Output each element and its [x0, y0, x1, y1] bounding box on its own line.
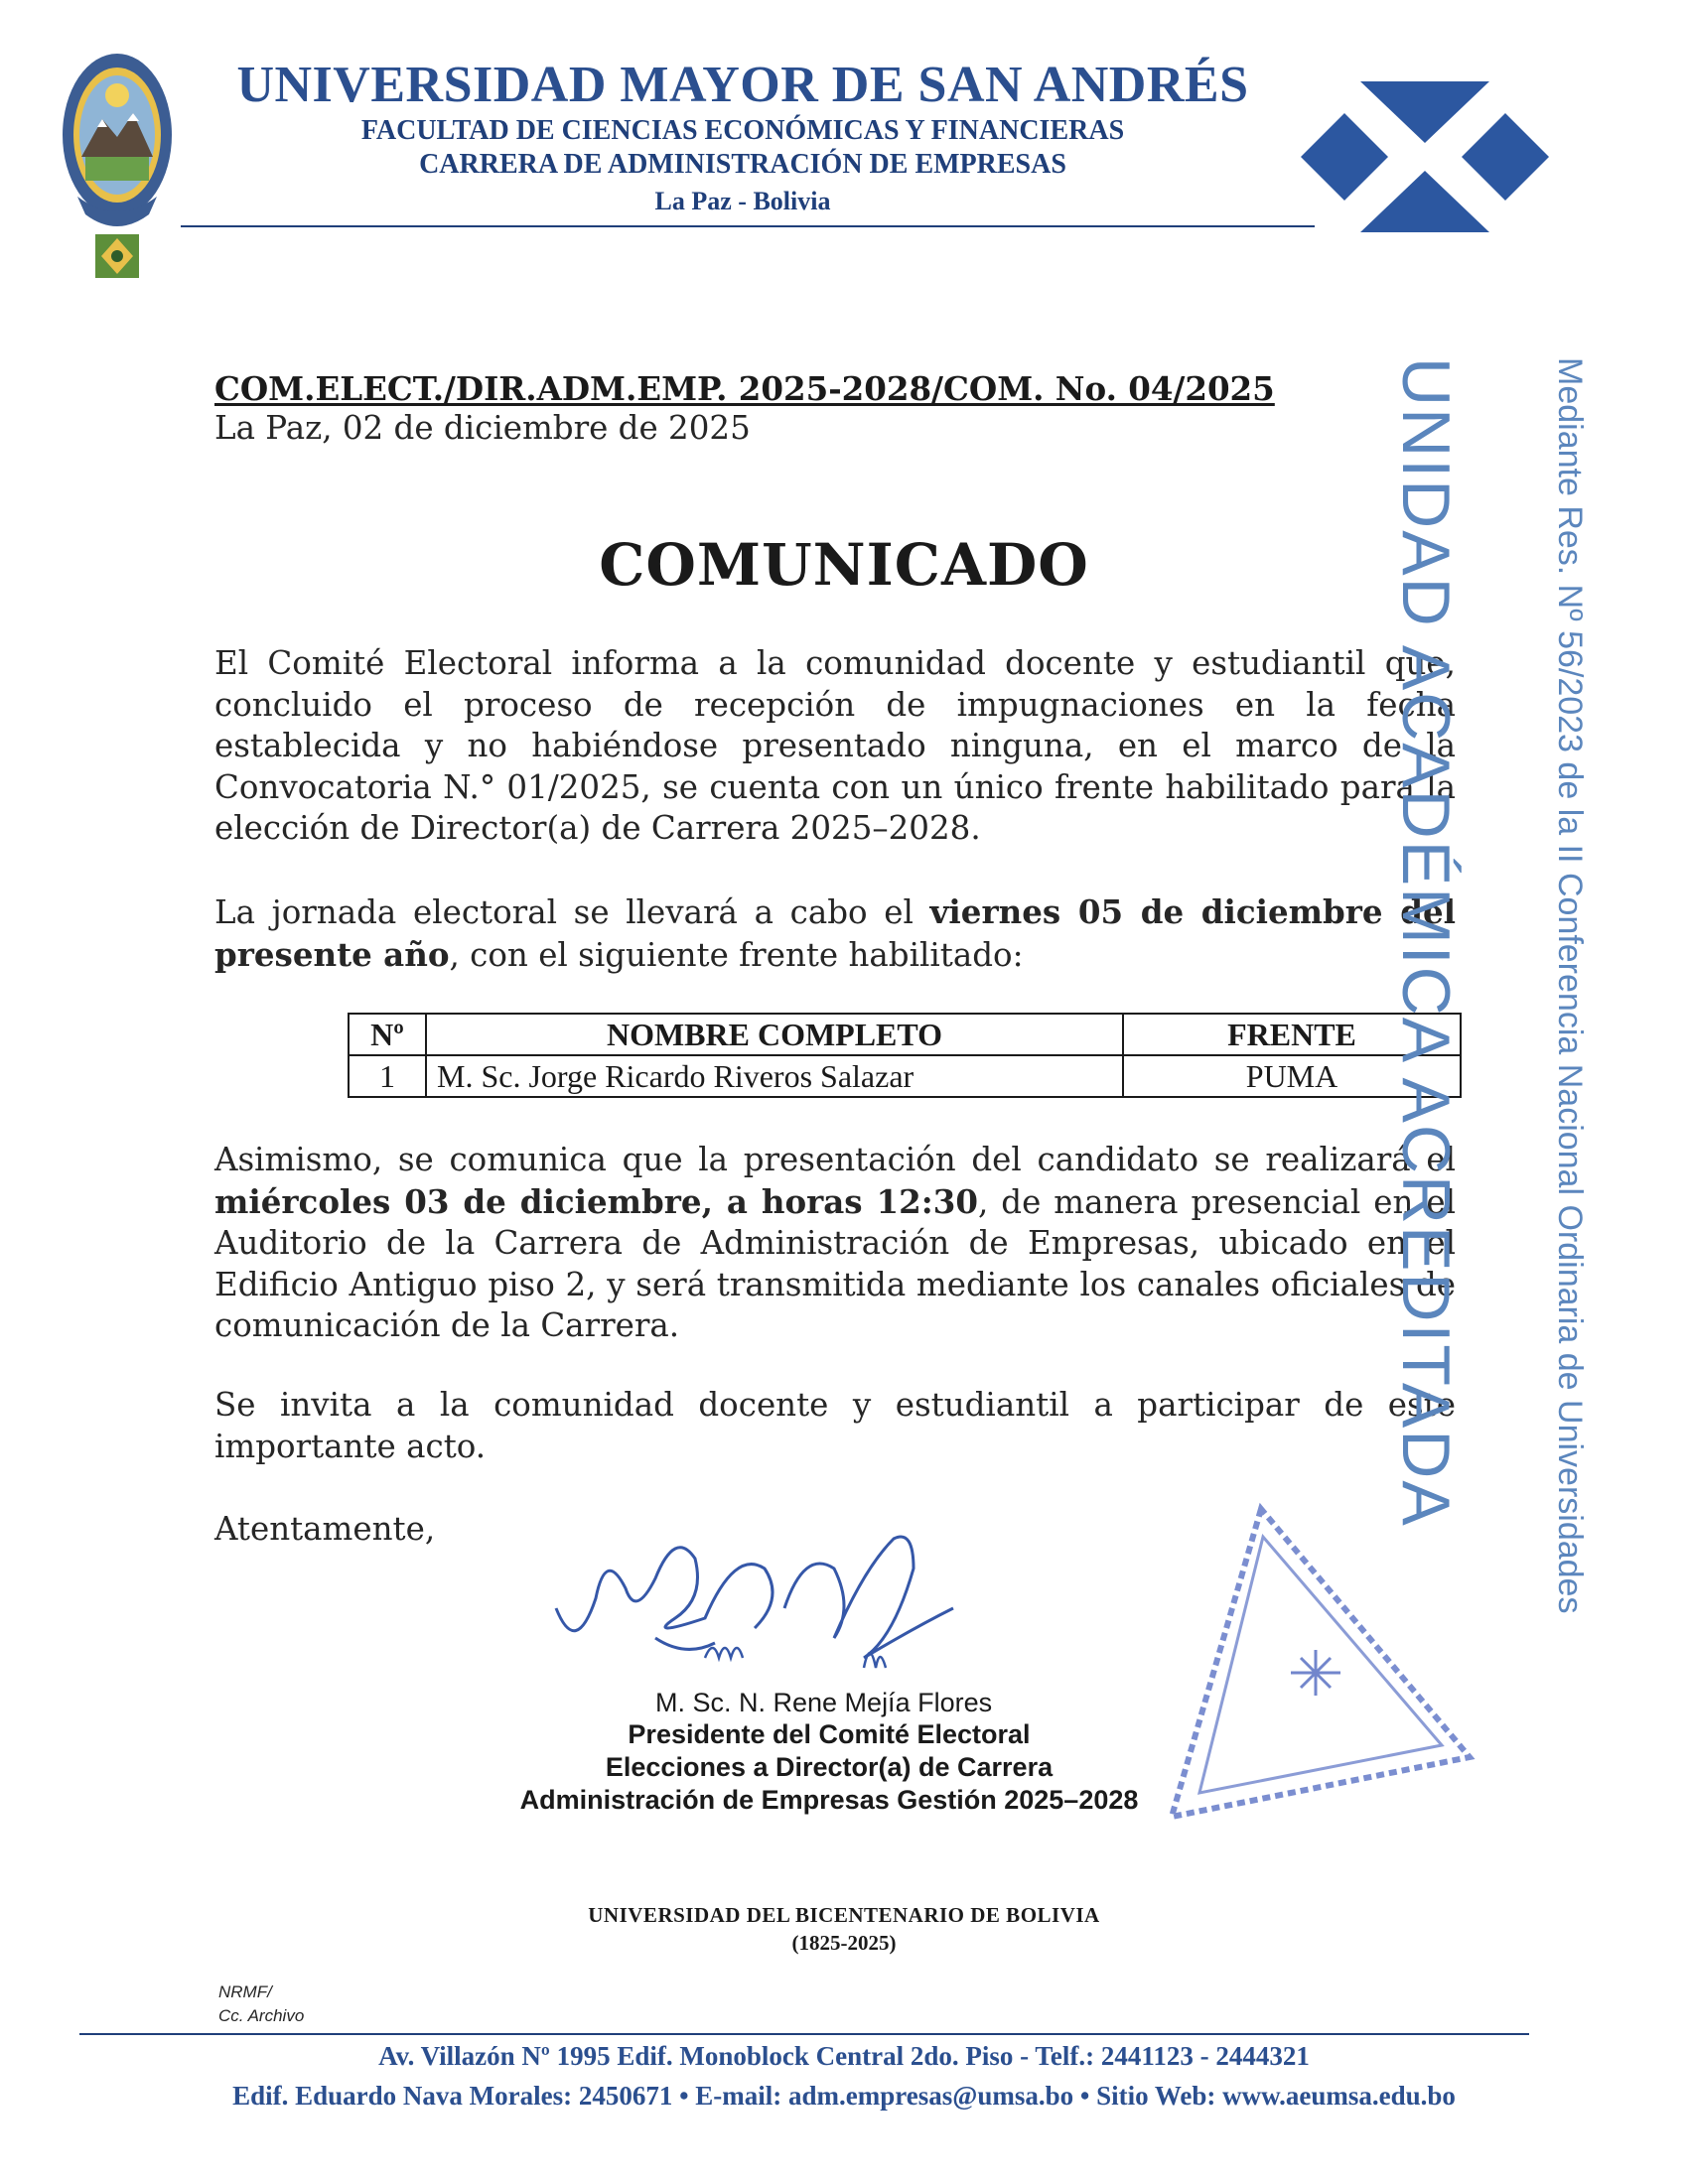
header-front: FRENTE [1123, 1014, 1461, 1055]
header-number: Nº [349, 1014, 426, 1055]
paragraph-1: El Comité Electoral informa a la comunidad docente y estudiantil que, concluido el proceso de recepción de impugnaciones en la fecha establecida y no habiéndose presentado ninguna, en el marco de la Convocatoria N.° 01/2025, se cuenta con un único frente habilitado para la elección de Director(a) de Carrera 2025–2028. [214, 644, 1456, 847]
document-date: La Paz, 02 de diciembre de 2025 [214, 409, 751, 447]
presentation-date-emphasis: miércoles 03 de diciembre, a horas 12:30 [214, 1181, 978, 1221]
paragraph-3-text-a: Asimismo, se comunica que la presentación del candidato se realizará el [214, 1141, 1456, 1178]
accreditation-title: UNIDAD ACADÉMICA ACREDITADA [1388, 357, 1464, 1528]
initials-note: NRMF/ [218, 1982, 272, 2001]
document-title: COMUNICADO [599, 531, 1089, 599]
footer-divider [79, 2033, 1529, 2035]
paragraph-2-text-a: La jornada electoral se llevará a cabo el [214, 893, 930, 931]
paragraph-3 [214, 1140, 1456, 1347]
election-date-emphasis: viernes 05 de diciembre del presente año [214, 892, 1456, 974]
reference-number: COM.ELECT./DIR.ADM.EMP. 2025-2028/COM. No. 04/2025 [214, 369, 1275, 408]
paragraph-4: Se invita a la comunidad docente y estudiantil a participar de este importante acto. [214, 1386, 1456, 1465]
closing-salutation: Atentamente, [214, 1510, 436, 1548]
row-front: PUMA [1123, 1055, 1461, 1097]
career-name: CARRERA DE ADMINISTRACIÓN DE EMPRESAS [419, 149, 1066, 180]
header-divider [181, 225, 1315, 227]
university-name: UNIVERSIDAD MAYOR DE SAN ANDRÉS [236, 57, 1249, 113]
career-logo [1301, 81, 1549, 232]
header-name: NOMBRE COMPLETO [426, 1014, 1123, 1055]
table-header-row [349, 1014, 1461, 1055]
paragraph-3-text-c: , de manera presencial en el Auditorio de la Carrera de Administración de Empresas, ubicado en el Edificio Antiguo piso 2, y será transmitida mediante los canales oficiales de comunicación de la Carrera. [214, 1182, 1456, 1344]
faculty-name: FACULTAD DE CIENCIAS ECONÓMICAS Y FINANCIERAS [360, 115, 1125, 146]
table-row [349, 1055, 1461, 1097]
paragraph-2 [214, 891, 1456, 976]
signature-scribble [536, 1509, 993, 1688]
bicentennial-line: UNIVERSIDAD DEL BICENTENARIO DE BOLIVIA [588, 1903, 1100, 1927]
signer-role-1: Presidente del Comité Electoral [628, 1719, 1031, 1749]
candidates-table [348, 1013, 1462, 1098]
university-seal-logo [58, 48, 177, 296]
bicentennial-years: (1825-2025) [791, 1931, 897, 1955]
signer-name: M. Sc. N. Rene Mejía Flores [655, 1688, 993, 1717]
signer-role-3: Administración de Empresas Gestión 2025–2028 [519, 1785, 1139, 1815]
accreditation-resolution: Mediante Res. Nº 56/2023 de la II Conferencia Nacional Ordinaria de Universidades [1551, 357, 1589, 1614]
paragraph-2-text-c: , con el siguiente frente habilitado: [449, 935, 1024, 974]
copies-note: Cc. Archivo [218, 2006, 305, 2025]
footer-address: Av. Villazón Nº 1995 Edif. Monoblock Central 2do. Piso - Telf.: 2441123 - 2444321 [378, 2041, 1310, 2071]
row-candidate-name: M. Sc. Jorge Ricardo Riveros Salazar [426, 1055, 1123, 1097]
row-number: 1 [349, 1055, 426, 1097]
city-name: La Paz - Bolivia [654, 187, 831, 215]
footer-contacts: Edif. Eduardo Nava Morales: 2450671 • E-mail: adm.empresas@umsa.bo • Sitio Web: www.aeumsa.edu.bo [232, 2081, 1456, 2111]
signer-role-2: Elecciones a Director(a) de Carrera [605, 1752, 1054, 1782]
